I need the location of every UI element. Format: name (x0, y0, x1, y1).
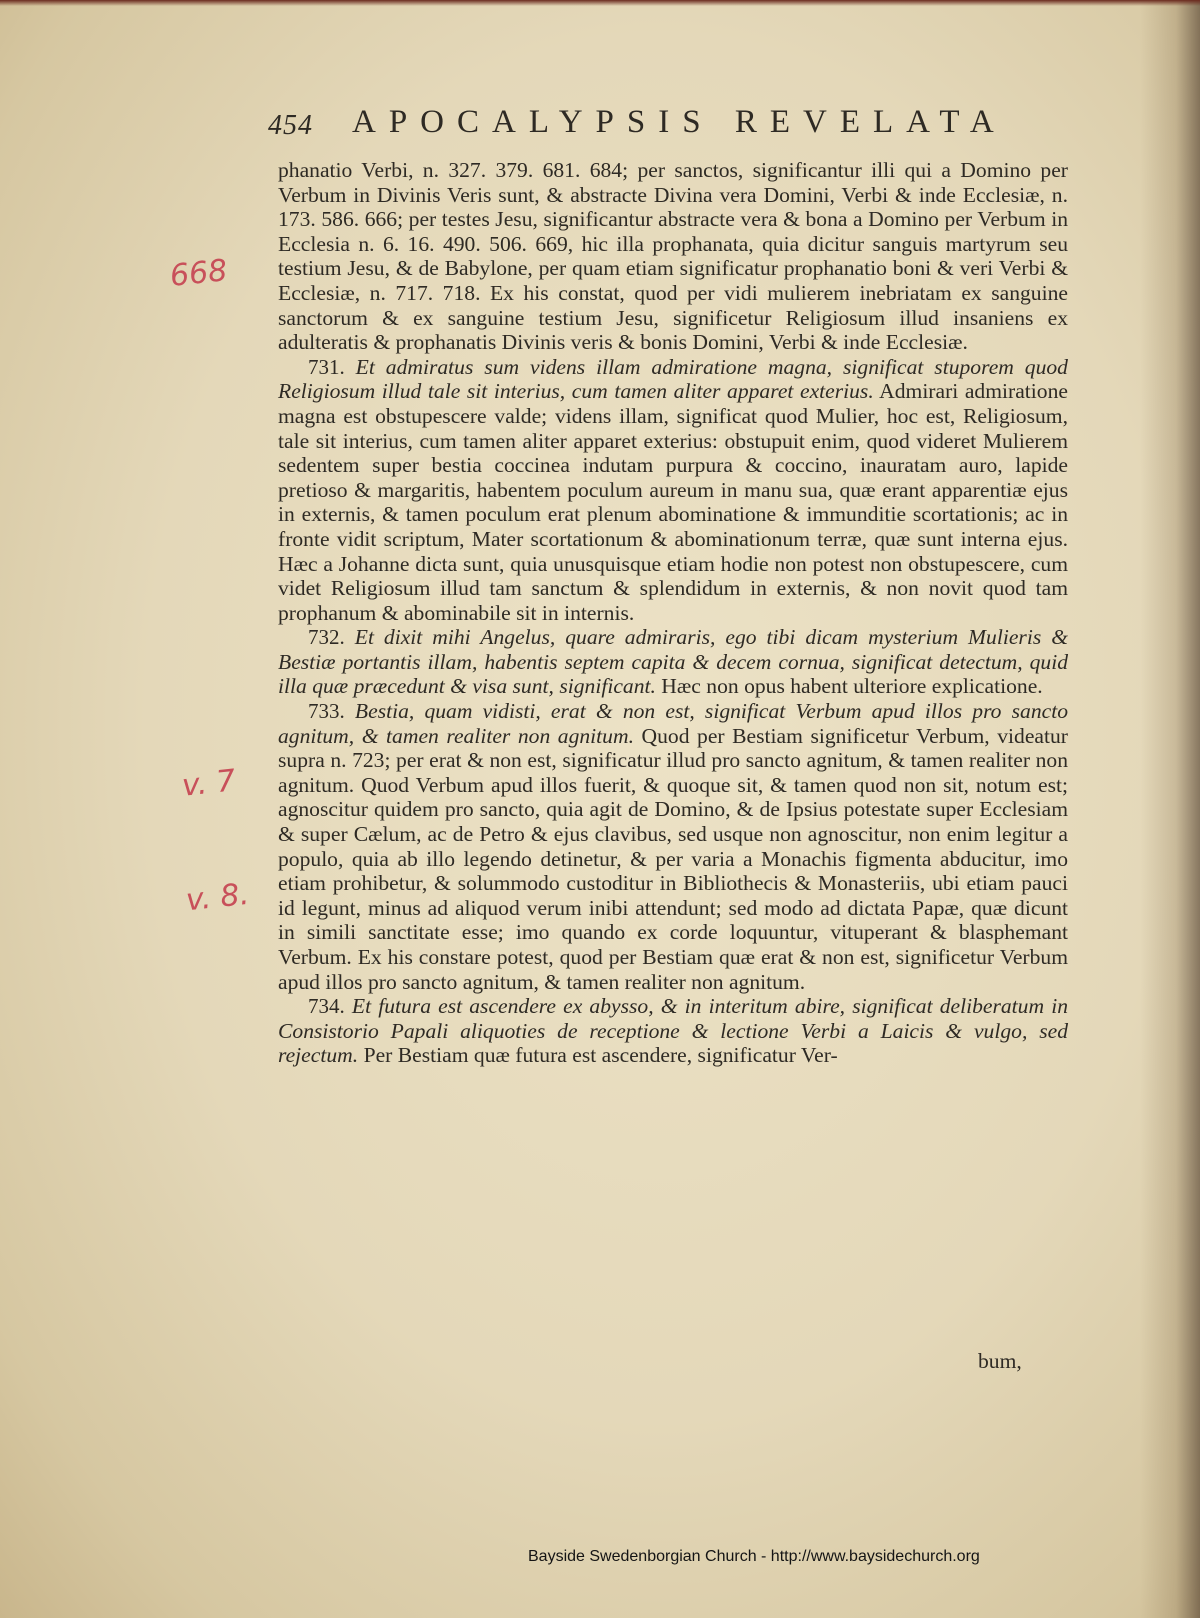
footer-credit: Bayside Swedenborgian Church - http://www.baysidechurch.org (528, 1548, 980, 1565)
paragraph-text: phanatio Verbi, n. 327. 379. 681. 684; per sanctos, significantur illi qui a Domino per Verbum in Divinis Veris sunt, & abstracte Divina vera Domini, Verbi & inde Ecclesiæ, n. 173. 586. 666; per testes Jesu, significantur abstracte vera & bona a Domino per Verbum in Ecclesia n. 6. 16. 490. 506. 669, hic illa prophanata, quia dicitur sanguis martyrum seu testium Jesu, & de Babylone, per quam etiam significatur prophanatio boni & veri Verbi & Ecclesiæ, n. 717. 718. Ex his constat, quod per vidi mulierem inebriatam ex sanguine sanctorum & ex sanguine testium Jesu, significetur Religiosum illud insaniens ex adulteratis & prophanatis Divinis veris & bonis Domini, Verbi & inde Ecclesiæ. (278, 158, 1068, 355)
paragraph-732 (278, 625, 1068, 699)
page-header (268, 104, 1058, 148)
paragraph-number: 733. (308, 699, 345, 724)
paragraph-lemma: Et dixit mihi Angelus, quare admiraris, ego tibi dicam mysterium Mulieris & Bestiæ portantis illam, habentis septem capita & decem cornua, significat detectum, quid illa quæ præcedunt & visa sunt, significant. (278, 625, 1069, 699)
catchword: bum, (978, 1349, 1022, 1373)
paragraph-733 (278, 699, 1068, 994)
running-title: APOCALYPSIS REVELATA (352, 104, 1007, 140)
paragraph-731 (278, 355, 1068, 626)
paragraph-text: Hæc non opus habent ulteriore explicatione. (661, 674, 1043, 699)
page-number: 454 (268, 110, 313, 141)
paragraph-text: Quod per Bestiam significetur Verbum, videatur supra n. 723; per erat & non est, significatur illud pro sancto agnitum, & tamen realiter non agnitum. Quod Verbum apud illos fuerit, & quoque sit, & tamen quod non sit, notum est; agnoscitur quidem pro sancto, quia agit de Domino, & de Ipsius potestate super Ecclesiam & super Cælum, ac de Petro & ejus clavibus, sed usque non agnoscitur, non enim legitur a populo, quia ab illo legendo detinetur, & per varia a Monachis figmenta abducitur, imo etiam prohibetur, & solummodo custoditur in Bibliothecis & Monasteriis, ubi etiam pauci id legunt, minus ad aliquod verum inibi attendunt; sed modo ad dictata Papæ, quæ dicunt in simili sanctitate esse; imo quando ex corde loquuntur, vituperant & blasphemant Verbum. Ex his constare potest, quod per Bestiam quæ erat & non est, significetur Verbum apud illos pro sancto agnitum, & tamen realiter non agnitum. (278, 723, 1068, 994)
margin-note-verse-7: v. 7 (180, 763, 238, 804)
paragraph-text: Admirari admiratione magna est obstupescere valde; videns illam, significat quod Mulier, hoc est, Religiosum, tale sit interius, cum tamen aliter apparet exterius: obstupuit enim, quod videret Mulierem sedentem super bestia coccinea indutam purpura & coccino, inauratam auro, lapide pretioso & margaritis, habentem poculum aureum in manu sua, quæ erant apparentiæ ejus in externis, & tamen poculum erat plenum abominatione & immunditie scortationis; ac in fronte vidit scriptum, Mater scortationum & abominationum terræ, quæ sunt interna ejus. Hæc a Johanne dicta sunt, quia unusquisque etiam hodie non potest non obstupescere, cum videt Religiosum illud tam sanctum & splendidum in externis, & non novit quod tam prophanum & abominabile sit in internis. (278, 379, 1068, 625)
margin-note-verse-8: v. 8. (184, 876, 251, 919)
paragraph-734 (278, 994, 1068, 1068)
paragraph-lemma: Et admiratus sum videns illam admiratione magna, significat stuporem quod Religiosum illud tale sit interius, cum tamen aliter apparet exterius. (278, 354, 1068, 404)
paragraph-lemma: Bestia, quam vidisti, erat & non est, significat Verbum apud illos pro sancto agnitum, & tamen realiter non agnitum. (278, 699, 1069, 748)
margin-note-668: 668 (168, 253, 229, 294)
paragraph-continuation (278, 158, 1068, 355)
paragraph-text: Per Bestiam quæ futura est ascendere, significatur Ver- (363, 1043, 838, 1068)
paragraph-number: 732. (308, 625, 345, 650)
paragraph-number: 734. (308, 994, 345, 1019)
paragraph-lemma: Et futura est ascendere ex abysso, & in interitum abire, significat deliberatum in Consistorio Papali aliquoties de receptione & lectione Verbi a Laicis & vulgo, sed rejectum. (278, 994, 1068, 1068)
main-text (278, 158, 1068, 1068)
paragraph-number: 731. (308, 354, 345, 379)
